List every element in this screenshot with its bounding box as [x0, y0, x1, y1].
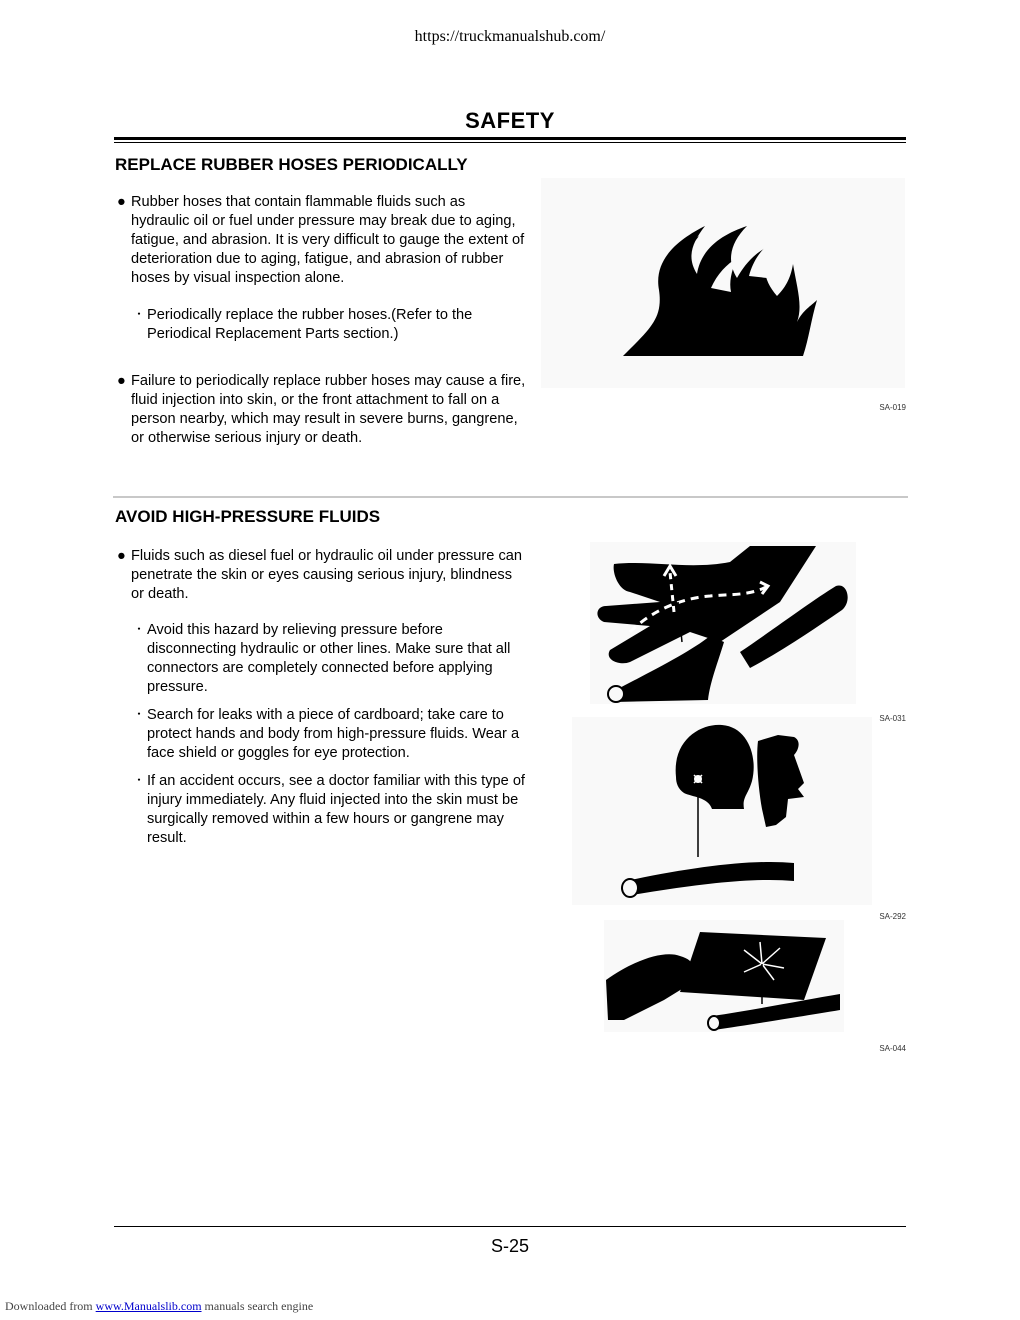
bullet-marker: ●	[117, 548, 126, 564]
bullet-item	[117, 193, 527, 288]
footer-suffix: manuals search engine	[204, 1299, 314, 1313]
figure-code: SA-031	[879, 714, 906, 723]
fire-figure	[541, 178, 905, 388]
source-url: https://truckmanualshub.com/	[414, 28, 606, 45]
sub-item	[133, 621, 525, 697]
footer-prefix: Downloaded from	[5, 1299, 93, 1313]
section-title-high-pressure: AVOID HIGH-PRESSURE FLUIDS	[115, 507, 381, 526]
sub-item	[133, 306, 525, 344]
figure-code: SA-044	[879, 1044, 906, 1053]
sub-item-text: Search for leaks with a piece of cardboard; take care to protect hands and body from high-pressure fluids. Wear a face shield or goggles for eye protection.	[147, 707, 520, 761]
heading-rule-thick	[114, 137, 906, 140]
hand-injection-figure	[590, 542, 856, 704]
bullet-text: Fluids such as diesel fuel or hydraulic oil under pressure can penetrate the skin or eyes causing serious injury, blindness or death.	[131, 548, 522, 602]
page-number: S-25	[490, 1236, 530, 1256]
section-divider	[113, 496, 908, 498]
sub-marker: ・	[133, 307, 146, 321]
sub-item-text: Avoid this hazard by relieving pressure before disconnecting hydraulic or other lines. Make sure that all connectors are completely connected before applying pressure.	[147, 622, 511, 695]
figure-code: SA-019	[879, 403, 906, 412]
bullet-item	[117, 372, 527, 448]
sub-item-text: If an accident occurs, see a doctor familiar with this type of injury immediately. Any fluid injected into the skin must be surgically removed within a few hours or gangrene may result.	[147, 773, 525, 846]
page-heading: SAFETY	[465, 108, 555, 133]
manualslib-link[interactable]: www.Manualslib.com	[95, 1299, 202, 1313]
section-title-rubber-hoses: REPLACE RUBBER HOSES PERIODICALLY	[115, 155, 468, 174]
sub-marker: ・	[133, 707, 146, 721]
sub-marker: ・	[133, 622, 146, 636]
cardboard-leak-figure	[604, 920, 844, 1032]
sub-marker: ・	[133, 773, 146, 787]
eye-injection-figure	[572, 717, 872, 905]
figure-code: SA-292	[879, 912, 906, 921]
download-footer	[5, 1299, 313, 1314]
sub-item	[133, 706, 525, 763]
footer-rule	[114, 1226, 906, 1227]
bullet-item	[117, 547, 527, 604]
bullet-marker: ●	[117, 373, 126, 389]
bullet-text: Failure to periodically replace rubber hoses may cause a fire, fluid injection into skin, or the front attachment to fall on a person nearby, which may result in severe burns, gangrene, or otherwise serious injury or death.	[131, 373, 526, 446]
sub-item	[133, 772, 525, 848]
bullet-marker: ●	[117, 194, 126, 210]
heading-rule-thin	[114, 142, 906, 143]
bullet-text: Rubber hoses that contain flammable fluids such as hydraulic oil or fuel under pressure may break due to aging, fatigue, and abrasion. It is very difficult to gauge the extent of deterioration due to aging, fatigue, and abrasion of rubber hoses by visual inspection alone.	[131, 194, 525, 286]
sub-item-text: Periodically replace the rubber hoses.(Refer to the Periodical Replacement Parts section.)	[147, 307, 473, 342]
